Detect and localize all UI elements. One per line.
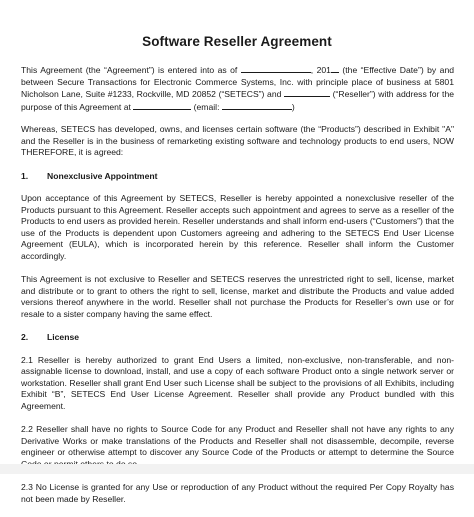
document-body [21,64,454,517]
section-2-paragraph-3: 2.3 No License is granted for any Use or reproduction of any Product without the required Per Copy Royalty has not been made by Reseller. [21,482,454,504]
date-blank-line [241,64,311,73]
section-1-paragraph-1: Upon acceptance of this Agreement by SETECS, Reseller is hereby appointed a nonexclusive reseller of the Products pursuant to this Agreement. Reseller accepts such appointment and agrees to serve as a reseller of the Products to end users as provided herein. Reseller understands and shall inform end-users (“Customers”) that the use of the Products is dependent upon Customers agreeing and adhering to the SETECS End User License Agreement (EULA), which is incorporated herein by this reference. Reseller shall inform the Customer accordingly. [21,193,454,261]
section-2-paragraph-2: 2.2 Reseller shall have no rights to Source Code for any Product and Reseller shall not have any rights to any Derivative Works or make translations of the Products and Reseller shall not disassemble, decompile, reverse engineer or otherwise attempt to discover any Source Code of the Products or attempt to determine the Source [21,424,454,457]
intro-text-f: ) [291,101,295,112]
section-2-paragraph-1: 2.1 Reseller is hereby authorized to grant End Users a limited, non-exclusive, non-transferable, and non-assignable license to download, install, and use a copy of each software Product onto a single network server or workstation. Reseller shall grant End User such License shall be subject to the provisions of all Exhibits, including Exhibit “B”, SETECS End User License Agreement. Reseller shall provide any Product bundled with this Agreement. [21,354,454,411]
section-1-number: 1. [21,170,29,181]
section-1-paragraph-2: This Agreement is not exclusive to Reseller and SETECS reserves the unrestricted right to sell, license, market and distribute or to grant to others the right to sell, license, market and distribute the Products and value added versions thereof anywhere in the world. Reseller shall not purchase the Products for Reseller’s own use or for resale to a sister company having the same effect. [21,274,454,319]
section-2-title: License [47,332,80,342]
reseller-name-blank-line [284,88,330,97]
section-2-number: 2. [21,332,29,342]
intro-text-b: , 201 [310,65,331,75]
intro-paragraph [21,64,454,113]
intro-text-e: (email: [191,101,220,112]
intro-text-c: (the “Effective Date”) by and between Secure Transactions for Electronic Commerce Systems, Inc. with principle place of business at 5801 Nicholson Lane, Suite #1233, Rockville, MD 20852 (“SETECS”) and [21,65,455,99]
email-blank-line [222,101,292,110]
page-bottom-edge [0,464,474,474]
whereas-paragraph: Whereas, SETECS has developed, owns, and licenses certain software (the “Products”) described in Exhibit "A" and the Reseller is in the business of remarketing existing software and technology products to end users, NOW THEREFORE, it is agreed: [21,124,454,157]
year-blank-line [331,64,339,73]
document-title: Software Reseller Agreement [142,34,332,49]
section-1-heading [21,171,454,183]
address-blank-line [133,101,191,110]
section-1-title: Nonexclusive Appointment [47,170,158,181]
section-2-heading [21,332,454,344]
intro-text-a: This Agreement (the “Agreement”) is entered into as of [21,65,241,75]
intro-text-d: (“Reseller”) with address for the purpose of this Agreement at [21,89,454,112]
